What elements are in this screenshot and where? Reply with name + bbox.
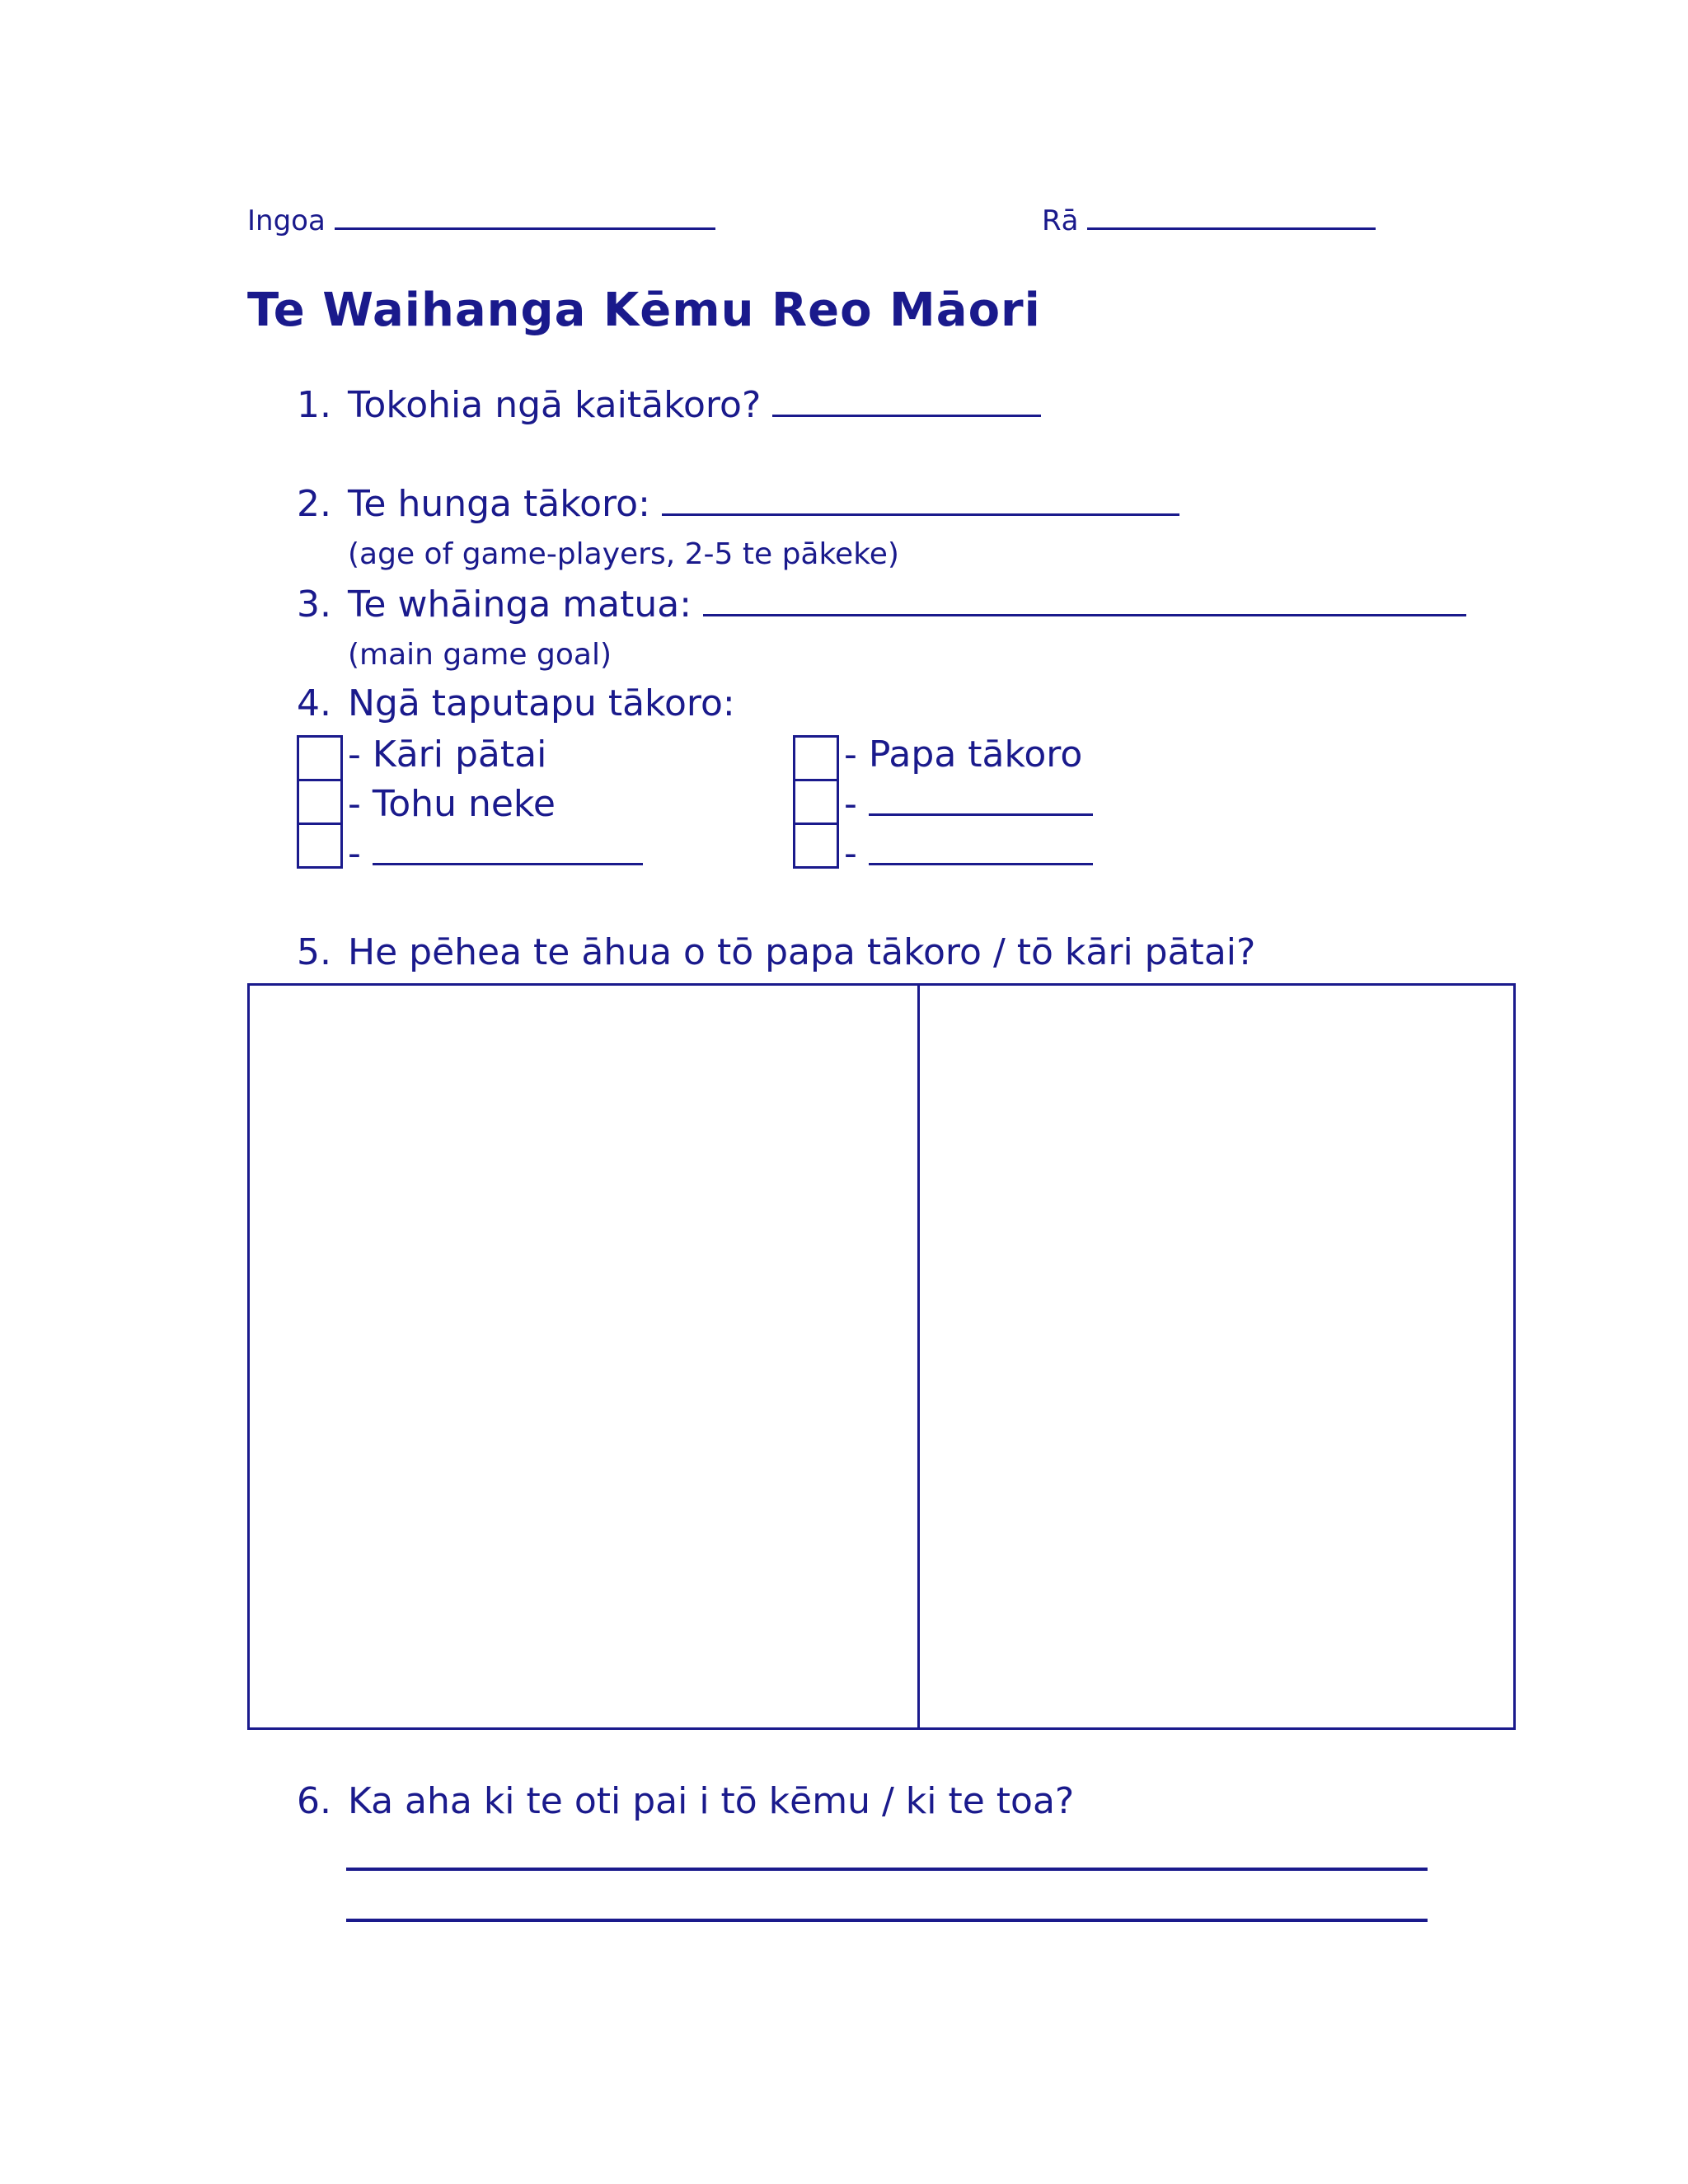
question-text: Te whāinga matua: (348, 583, 692, 626)
option-tohu-neke: - Tohu neke (348, 783, 556, 825)
question-number: 2. (297, 483, 331, 525)
question-2 (297, 483, 1179, 525)
question-number: 5. (297, 931, 331, 973)
question-text: Ngā taputapu tākoro: (348, 682, 735, 724)
drawing-box-right[interactable] (917, 983, 1516, 1730)
date-field[interactable] (1042, 203, 1376, 237)
option-blank[interactable] (869, 833, 1093, 865)
checkbox-other-left[interactable] (297, 823, 343, 869)
date-blank[interactable] (1087, 203, 1376, 230)
question-5 (297, 931, 1255, 973)
answer-line-1[interactable] (346, 1868, 1428, 1871)
option-kari-patai: - Kāri pātai (348, 733, 547, 776)
name-blank[interactable] (335, 203, 715, 230)
option-dash: - (844, 783, 857, 825)
question-6 (297, 1780, 1074, 1822)
option-papa-takoro: - Papa tākoro (844, 733, 1083, 776)
question-number: 6. (297, 1780, 331, 1822)
question-text: Tokohia ngā kaitākoro? (348, 384, 762, 426)
option-other-right-1 (844, 783, 1093, 825)
answer-line-2[interactable] (346, 1919, 1428, 1922)
question-number: 4. (297, 682, 331, 724)
checkbox-papa-takoro[interactable] (793, 735, 839, 781)
option-dash: - (348, 832, 361, 874)
option-other-left (348, 832, 643, 874)
question-text: Te hunga tākoro: (348, 483, 650, 525)
option-blank[interactable] (373, 833, 643, 865)
left-checkbox-column (297, 735, 346, 869)
question-number: 3. (297, 583, 331, 626)
option-other-right-2 (844, 832, 1093, 874)
question-3 (297, 583, 1466, 626)
name-label: Ingoa (247, 204, 326, 237)
question-text: Ka aha ki te oti pai i tō kēmu / ki te toa? (348, 1780, 1075, 1822)
page-title: Te Waihanga Kēmu Reo Māori (247, 284, 1041, 337)
option-blank[interactable] (869, 784, 1093, 816)
question-text: He pēhea te āhua o tō papa tākoro / tō kāri pātai? (348, 931, 1256, 973)
drawing-box-left[interactable] (247, 983, 920, 1730)
option-dash: - (844, 832, 857, 874)
checkbox-other-right-2[interactable] (793, 823, 839, 869)
question-1 (297, 384, 1041, 426)
question-4 (297, 682, 735, 724)
answer-blank[interactable] (772, 385, 1041, 417)
checkbox-kari-patai[interactable] (297, 735, 343, 781)
answer-blank[interactable] (703, 584, 1466, 616)
checkbox-tohu-neke[interactable] (297, 779, 343, 825)
question-number: 1. (297, 384, 331, 426)
date-label: Rā (1042, 204, 1079, 237)
question-3-note: (main game goal) (348, 638, 612, 672)
question-2-note: (age of game-players, 2-5 te pākeke) (348, 537, 899, 571)
answer-blank[interactable] (662, 484, 1179, 516)
right-checkbox-column (793, 735, 842, 869)
name-field[interactable] (247, 203, 715, 237)
checkbox-other-right-1[interactable] (793, 779, 839, 825)
